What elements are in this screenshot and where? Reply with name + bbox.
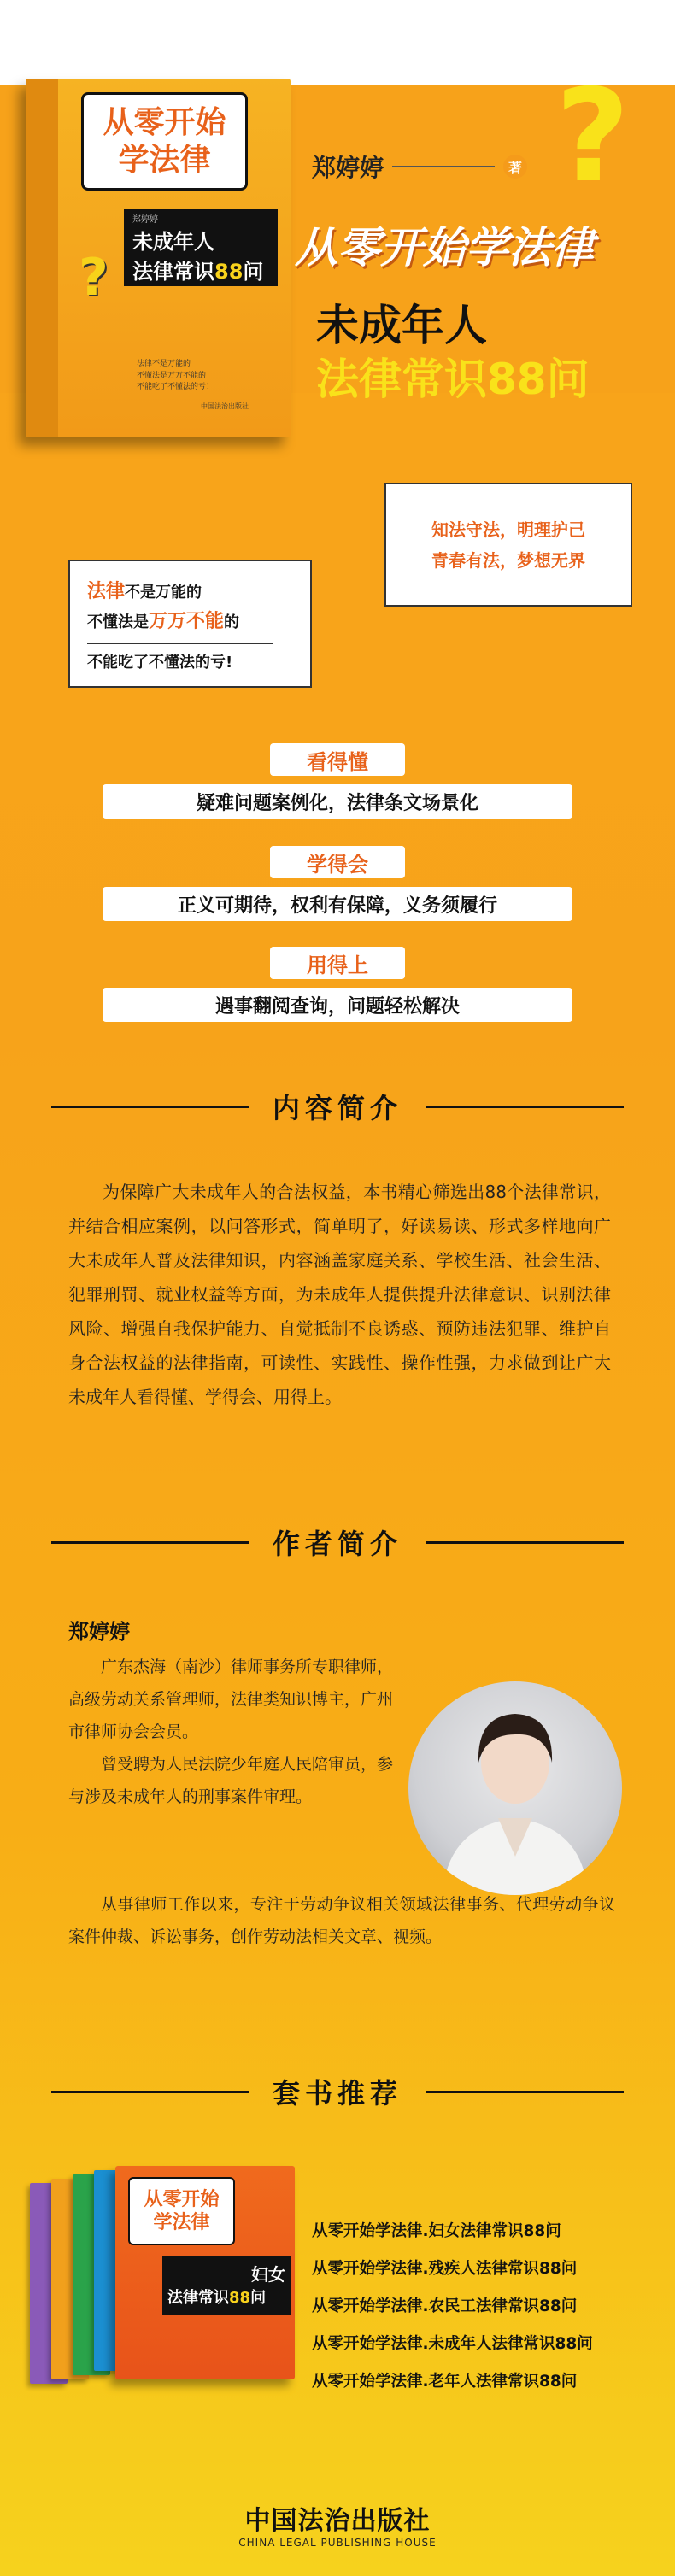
book-subtitle <box>316 299 590 406</box>
book-spine <box>26 79 58 437</box>
book-question-mark-icon: ? <box>79 248 109 308</box>
author-bio-p2: 曾受聘为人民法院少年庭人民陪审员，参与涉及未成年人的刑事案件审理。 <box>68 1755 394 1806</box>
feature-text-3: 遇事翻阅查询，问题轻松解决 <box>103 988 572 1022</box>
book-title-line2: 法律常识88问 <box>132 259 264 284</box>
feature-text-1: 疑难问题案例化，法律条文场景化 <box>103 784 572 819</box>
publisher-cn: 中国法治出版社 <box>244 2506 431 2536</box>
motto-line1: 知法守法，明理护己 <box>431 519 585 540</box>
set-list <box>312 2213 593 2401</box>
feature-text-2: 正义可期待，权利有保障，义务须履行 <box>103 887 572 921</box>
law-line2: 不懂法是万万不能的 <box>87 611 240 633</box>
subtitle-line2: 法律常识88问 <box>316 354 590 404</box>
law-divider <box>87 643 273 644</box>
set-item: 从零开始学法律.妇女法律常识88问 <box>312 2222 561 2240</box>
author-bio-p3: 从事律师工作以来，专注于劳动争议相关领域法律事务、代理劳动争议案件仲裁、诉讼事务，创作劳动法相关文章、视频。 <box>68 1895 615 1946</box>
author-heading: 作者简介 <box>51 1525 624 1559</box>
set-front-bubble: 从零开始 学法律 <box>128 2177 235 2245</box>
book-series-bubble <box>81 92 248 191</box>
motto-line2: 青春有法，梦想无界 <box>431 549 585 571</box>
book-series-line2: 学法律 <box>118 141 211 178</box>
author-line <box>312 150 527 184</box>
motto-box <box>384 483 632 607</box>
set-heading: 套书推荐 <box>51 2074 624 2109</box>
author-divider <box>392 166 495 167</box>
author-role-badge: 著 <box>503 155 527 179</box>
book-title-line1: 未成年人 <box>132 229 214 254</box>
set-front-title: 妇女 法律常识88问 <box>162 2256 291 2315</box>
set-item: 从零开始学法律.农民工法律常识88问 <box>312 2297 578 2315</box>
book-publisher: 中国法治出版社 <box>201 402 249 410</box>
subtitle-line1: 未成年人 <box>316 301 487 350</box>
intro-heading: 内容简介 <box>51 1089 624 1124</box>
law-quote-box <box>68 560 312 688</box>
feature-label-3: 用得上 <box>270 947 405 979</box>
question-mark-icon: ? <box>555 62 631 211</box>
set-item: 从零开始学法律.未成年人法律常识88问 <box>312 2335 593 2353</box>
author-bio-bottom <box>68 1888 615 1953</box>
book-author: 郑婷婷 <box>132 214 158 225</box>
publisher-en: CHINA LEGAL PUBLISHING HOUSE <box>238 2537 437 2549</box>
author-bio-left <box>68 1651 393 1813</box>
intro-paragraph: 为保障广大未成年人的合法权益，本书精心筛选出88个法律常识，并结合相应案例，以问答形式，简单明了，好读易读、形式多样地向广大未成年人普及法律知识，内容涵盖家庭关系、学校生活、社会生活、犯罪刑罚、就业权益等方面，为未成年人提供提升法律意识、识别法律风险、增强自我保护能力、自觉抵制不良诱惑、预防违法犯罪、维护自身合法权益的法律指南，可读性、实践性、操作性强，力求做到让广大未成年人看得懂、学得会、用得上。 <box>68 1182 611 1407</box>
book-title-block <box>124 209 278 286</box>
series-title: 从零开始学法律 <box>295 223 594 273</box>
book-small-lines: 法律不是万能的 不懂法是万万不能的 不能吃了不懂法的亏！ <box>137 360 214 391</box>
book-series-line1: 从零开始 <box>103 104 226 141</box>
author-bio-name: 郑婷婷 <box>68 1620 130 1644</box>
law-line1: 法律不是万能的 <box>87 581 202 602</box>
publisher-logo <box>0 2499 675 2549</box>
author-photo <box>408 1681 622 1895</box>
feature-label-1: 看得懂 <box>270 743 405 776</box>
set-item: 从零开始学法律.残疾人法律常识88问 <box>312 2260 578 2278</box>
author-name: 郑婷婷 <box>312 154 384 182</box>
author-bio-p1: 广东杰海（南沙）律师事务所专职律师，高级劳动关系管理师，法律类知识博主，广州市律师协会会员。 <box>68 1658 394 1741</box>
feature-label-2: 学得会 <box>270 846 405 878</box>
law-line3: 不能吃了不懂法的亏! <box>87 654 233 672</box>
set-item: 从零开始学法律.老年人法律常识88问 <box>312 2373 578 2391</box>
